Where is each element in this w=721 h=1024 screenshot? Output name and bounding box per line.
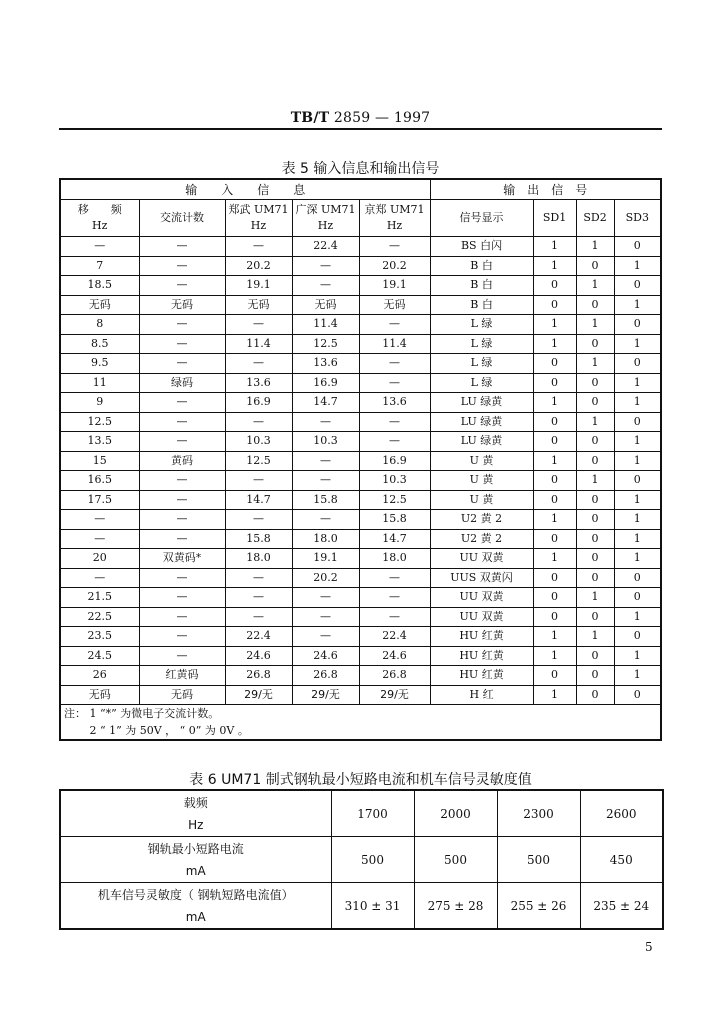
table-notes — [60, 705, 661, 741]
table-cell: — — [359, 588, 430, 608]
table-cell: LU 绿黄 — [430, 432, 533, 452]
table-cell: 0 — [614, 685, 661, 705]
table-cell: — — [225, 568, 292, 588]
table-cell: 0 — [533, 276, 576, 296]
table-cell: — — [139, 510, 225, 530]
table-cell: 0 — [576, 607, 614, 627]
table-cell: 无码 — [225, 295, 292, 315]
table-cell: 26.8 — [225, 666, 292, 686]
table-cell: HU 红黄 — [430, 627, 533, 647]
table-cell: — — [139, 334, 225, 354]
table-cell: 16.5 — [60, 471, 139, 491]
table-cell: 24.6 — [359, 646, 430, 666]
table-cell: B 白 — [430, 276, 533, 296]
table-cell: 310 ± 31 — [331, 883, 414, 930]
table-row — [60, 883, 663, 930]
table-cell: — — [359, 354, 430, 374]
table-cell: 1 — [614, 490, 661, 510]
table-cell: 275 ± 28 — [414, 883, 497, 930]
column-header: 广深 UM71 Hz — [292, 200, 359, 237]
table-row — [60, 790, 663, 837]
table-cell: 19.1 — [292, 549, 359, 569]
table-cell: 红黄码 — [139, 666, 225, 686]
table-row — [60, 412, 661, 432]
table-cell: 0 — [576, 510, 614, 530]
table-cell: 0 — [576, 334, 614, 354]
column-header: SD1 — [533, 200, 576, 237]
table-cell: 0 — [533, 354, 576, 374]
table-cell: 1 — [533, 256, 576, 276]
table-cell: 29/无 — [359, 685, 430, 705]
table-cell: — — [359, 607, 430, 627]
table-row — [60, 549, 661, 569]
table-cell: 双黄码* — [139, 549, 225, 569]
table-cell: — — [60, 568, 139, 588]
table-cell: — — [60, 529, 139, 549]
table-cell: B 白 — [430, 295, 533, 315]
table-cell: — — [225, 588, 292, 608]
table-row — [60, 666, 661, 686]
table-cell: 1 — [614, 666, 661, 686]
table-cell: 12.5 — [359, 490, 430, 510]
table-cell: — — [292, 588, 359, 608]
column-header: 郑武 UM71 Hz — [225, 200, 292, 237]
table-cell: 1 — [576, 412, 614, 432]
table-cell: — — [292, 412, 359, 432]
output-group-header: 输 出 信 号 — [430, 179, 661, 200]
table-row — [60, 529, 661, 549]
column-header: 交流计数 — [139, 200, 225, 237]
table-cell: 20 — [60, 549, 139, 569]
table-row — [60, 510, 661, 530]
table-cell: HU 红黄 — [430, 646, 533, 666]
table-cell: 13.6 — [359, 393, 430, 413]
table-cell: 1 — [614, 510, 661, 530]
table-cell: — — [359, 373, 430, 393]
table-cell: — — [292, 276, 359, 296]
table-cell: 11.4 — [292, 315, 359, 335]
table-cell: — — [60, 510, 139, 530]
notes-row — [60, 705, 661, 741]
table-cell: 22.4 — [292, 237, 359, 257]
table-cell: 0 — [614, 354, 661, 374]
table-cell: 18.5 — [60, 276, 139, 296]
table-cell: U2 黄 2 — [430, 510, 533, 530]
table-cell: 21.5 — [60, 588, 139, 608]
table-cell: 0 — [533, 490, 576, 510]
table-cell: 黄码 — [139, 451, 225, 471]
table-cell: 20.2 — [292, 568, 359, 588]
table-cell: 1 — [576, 315, 614, 335]
table-cell: 0 — [576, 666, 614, 686]
row-label: 载频 Hz — [60, 790, 331, 837]
table-row — [60, 607, 661, 627]
table-cell: 0 — [576, 256, 614, 276]
table-cell: — — [225, 471, 292, 491]
table-cell: — — [139, 412, 225, 432]
row-label: 机车信号灵敏度（ 钢轨短路电流值） mA — [60, 883, 331, 930]
table-row — [60, 451, 661, 471]
standard-prefix: TB/T — [290, 110, 330, 126]
table-cell: 26.8 — [359, 666, 430, 686]
table-row — [60, 295, 661, 315]
table-row — [60, 432, 661, 452]
table-cell: 7 — [60, 256, 139, 276]
table-row — [60, 256, 661, 276]
table-cell: 24.5 — [60, 646, 139, 666]
table-cell: 1 — [533, 393, 576, 413]
table-cell: 1 — [576, 627, 614, 647]
table-cell: — — [60, 237, 139, 257]
table-cell: 1 — [533, 334, 576, 354]
table-cell: 26.8 — [292, 666, 359, 686]
table-cell: 13.6 — [225, 373, 292, 393]
table-cell: 绿码 — [139, 373, 225, 393]
table-cell: 12.5 — [225, 451, 292, 471]
table-cell: 24.6 — [225, 646, 292, 666]
table-cell: 0 — [576, 490, 614, 510]
table-row — [60, 237, 661, 257]
table-cell: 1 — [614, 549, 661, 569]
table-row — [60, 685, 661, 705]
table-cell: — — [359, 412, 430, 432]
table-row — [60, 276, 661, 296]
table-cell: 2600 — [580, 790, 663, 837]
table-cell: 500 — [414, 837, 497, 883]
table-cell: 13.5 — [60, 432, 139, 452]
table-row — [60, 354, 661, 374]
table-cell: 0 — [614, 627, 661, 647]
table-cell: LU 绿黄 — [430, 393, 533, 413]
table-cell: L 绿 — [430, 354, 533, 374]
table-cell: — — [292, 510, 359, 530]
table-cell: 0 — [533, 568, 576, 588]
table-cell: 1 — [576, 237, 614, 257]
table-cell: 13.6 — [292, 354, 359, 374]
table-cell: 1 — [614, 646, 661, 666]
table-cell: — — [292, 627, 359, 647]
table-cell: 1 — [533, 510, 576, 530]
table-cell: — — [359, 568, 430, 588]
table-cell: LU 绿黄 — [430, 412, 533, 432]
table6-caption: 表 6 UM71 制式钢轨最小短路电流和机车信号灵敏度值 — [189, 772, 532, 788]
table-cell: 1 — [533, 315, 576, 335]
table-cell: 0 — [533, 607, 576, 627]
table-cell: 1 — [533, 685, 576, 705]
table-cell: — — [225, 315, 292, 335]
table-cell: 0 — [614, 588, 661, 608]
table-cell: 无码 — [139, 295, 225, 315]
table-cell: 9 — [60, 393, 139, 413]
table-cell: UUS 双黄闪 — [430, 568, 533, 588]
table-cell: 10.3 — [292, 432, 359, 452]
table-row — [60, 588, 661, 608]
table-row — [60, 373, 661, 393]
table-cell: — — [139, 354, 225, 374]
table-cell: HU 红黄 — [430, 666, 533, 686]
table-cell: 0 — [533, 412, 576, 432]
table-cell: 2000 — [414, 790, 497, 837]
table-row — [60, 627, 661, 647]
table-cell: 0 — [576, 568, 614, 588]
table-cell: 1 — [576, 471, 614, 491]
note-line: 2 “ 1” 为 50V ， “ 0” 为 0V 。 — [64, 724, 249, 737]
table-cell: — — [139, 588, 225, 608]
table-cell: L 绿 — [430, 373, 533, 393]
table-cell: 无码 — [359, 295, 430, 315]
table-cell: 10.3 — [225, 432, 292, 452]
table-cell: 11 — [60, 373, 139, 393]
table-row — [60, 315, 661, 335]
table-cell: — — [225, 510, 292, 530]
table6 — [59, 789, 664, 930]
table-cell: 29/无 — [292, 685, 359, 705]
table5-body — [60, 179, 661, 740]
table-row — [60, 471, 661, 491]
input-group-header: 输 入 信 息 — [60, 179, 430, 200]
column-header: SD2 — [576, 200, 614, 237]
table-cell: 1 — [614, 373, 661, 393]
table-cell: UU 双黄 — [430, 588, 533, 608]
table-cell: — — [359, 432, 430, 452]
table-cell: 450 — [580, 837, 663, 883]
table-row — [60, 334, 661, 354]
table-cell: 22.4 — [359, 627, 430, 647]
table-cell: 0 — [533, 588, 576, 608]
table-row — [60, 837, 663, 883]
table-cell: 0 — [614, 315, 661, 335]
table-cell: 15.8 — [225, 529, 292, 549]
table-cell: 0 — [533, 295, 576, 315]
table-cell: — — [139, 256, 225, 276]
table-cell: 12.5 — [292, 334, 359, 354]
table-cell: L 绿 — [430, 334, 533, 354]
table-row — [60, 490, 661, 510]
table-cell: — — [292, 607, 359, 627]
table-cell: 0 — [614, 568, 661, 588]
table-cell: 1 — [614, 529, 661, 549]
table-cell: 20.2 — [225, 256, 292, 276]
table-cell: 1 — [576, 588, 614, 608]
table-cell: 22.5 — [60, 607, 139, 627]
table-cell: U 黄 — [430, 490, 533, 510]
table-cell: 0 — [533, 432, 576, 452]
table-cell: 11.4 — [225, 334, 292, 354]
table-row — [60, 568, 661, 588]
row-label: 钢轨最小短路电流 mA — [60, 837, 331, 883]
table5 — [59, 178, 662, 741]
table-cell: 14.7 — [359, 529, 430, 549]
table-cell: 500 — [331, 837, 414, 883]
table-cell: 0 — [576, 393, 614, 413]
table-cell: 0 — [614, 412, 661, 432]
table-row — [60, 393, 661, 413]
column-header: 京郑 UM71 Hz — [359, 200, 430, 237]
table-cell: 0 — [576, 451, 614, 471]
table-cell: 无码 — [139, 685, 225, 705]
table-cell: 1 — [533, 646, 576, 666]
table-cell: — — [292, 451, 359, 471]
table-cell: H 红 — [430, 685, 533, 705]
table-cell: — — [359, 237, 430, 257]
table5-caption: 表 5 输入信息和输出信号 — [281, 161, 440, 177]
table-cell: 17.5 — [60, 490, 139, 510]
table-cell: 无码 — [60, 295, 139, 315]
table-cell: 235 ± 24 — [580, 883, 663, 930]
table-cell: U 黄 — [430, 451, 533, 471]
table-cell: 26 — [60, 666, 139, 686]
table-cell: 1 — [614, 451, 661, 471]
table-cell: 16.9 — [292, 373, 359, 393]
table-cell: — — [139, 432, 225, 452]
table-cell: 1 — [614, 432, 661, 452]
table-cell: — — [139, 568, 225, 588]
table-cell: 0 — [533, 471, 576, 491]
table-cell: 255 ± 26 — [497, 883, 580, 930]
table-cell: BS 白闪 — [430, 237, 533, 257]
table-cell: — — [139, 276, 225, 296]
table-cell: 15 — [60, 451, 139, 471]
table-cell: — — [139, 393, 225, 413]
table-cell: 1 — [533, 237, 576, 257]
table-cell: 1 — [533, 451, 576, 471]
table-cell: — — [292, 256, 359, 276]
table-cell: 15.8 — [359, 510, 430, 530]
table-cell: — — [139, 646, 225, 666]
table-cell: 1 — [614, 334, 661, 354]
table-cell: 无码 — [60, 685, 139, 705]
table-cell: 16.9 — [359, 451, 430, 471]
table-cell: 1 — [533, 549, 576, 569]
table-cell: 500 — [497, 837, 580, 883]
table-cell: 19.1 — [225, 276, 292, 296]
column-header: 信号显示 — [430, 200, 533, 237]
table-cell: U2 黄 2 — [430, 529, 533, 549]
table-cell: 0 — [614, 471, 661, 491]
table-cell: 0 — [576, 549, 614, 569]
table-cell: 18.0 — [359, 549, 430, 569]
table-cell: 29/无 — [225, 685, 292, 705]
page-number: 5 — [645, 940, 653, 954]
table-row — [60, 646, 661, 666]
table-cell: — — [139, 237, 225, 257]
table-cell: 0 — [533, 373, 576, 393]
table-cell: 8 — [60, 315, 139, 335]
table-cell: 0 — [614, 276, 661, 296]
table-cell: 10.3 — [359, 471, 430, 491]
table-cell: 1 — [614, 607, 661, 627]
column-header: 移 频 Hz — [60, 200, 139, 237]
standard-code: 2859 — 1997 — [329, 110, 431, 126]
table-cell: B 白 — [430, 256, 533, 276]
table-cell: 0 — [576, 373, 614, 393]
table-cell: 22.4 — [225, 627, 292, 647]
table-cell: U 黄 — [430, 471, 533, 491]
table-cell: 20.2 — [359, 256, 430, 276]
table-cell: — — [225, 412, 292, 432]
table-cell: 1 — [614, 256, 661, 276]
table-cell: — — [359, 315, 430, 335]
table-cell: 0 — [576, 432, 614, 452]
table-cell: 无码 — [292, 295, 359, 315]
table-cell: 14.7 — [292, 393, 359, 413]
table-cell: UU 双黄 — [430, 607, 533, 627]
table-cell: — — [225, 354, 292, 374]
table6-body — [60, 790, 663, 929]
table-cell: 0 — [533, 529, 576, 549]
table-cell: — — [139, 627, 225, 647]
table-cell: 18.0 — [225, 549, 292, 569]
table-cell: 1 — [533, 627, 576, 647]
table-cell: — — [225, 607, 292, 627]
table-cell: 0 — [576, 685, 614, 705]
table-cell: 0 — [614, 237, 661, 257]
table-cell: 14.7 — [225, 490, 292, 510]
table-cell: UU 双黄 — [430, 549, 533, 569]
table-cell: 23.5 — [60, 627, 139, 647]
header-rule — [59, 128, 662, 130]
table-cell: 9.5 — [60, 354, 139, 374]
table-cell: 0 — [533, 666, 576, 686]
table-cell: 0 — [576, 646, 614, 666]
table-cell: — — [139, 471, 225, 491]
table-cell: 11.4 — [359, 334, 430, 354]
table-cell: 1 — [614, 295, 661, 315]
column-header: SD3 — [614, 200, 661, 237]
table-cell: — — [225, 237, 292, 257]
table-cell: 18.0 — [292, 529, 359, 549]
table-cell: 1700 — [331, 790, 414, 837]
table-cell: 24.6 — [292, 646, 359, 666]
table-cell: — — [139, 607, 225, 627]
note-line: 注： 1 “*” 为微电子交流计数。 — [64, 707, 220, 720]
table-cell: 1 — [614, 393, 661, 413]
table-cell: 2300 — [497, 790, 580, 837]
table-cell: 0 — [576, 295, 614, 315]
table-cell: 16.9 — [225, 393, 292, 413]
table-cell: — — [139, 529, 225, 549]
table-cell: L 绿 — [430, 315, 533, 335]
table-cell: 12.5 — [60, 412, 139, 432]
table-cell: — — [139, 490, 225, 510]
table-cell: — — [292, 471, 359, 491]
table-cell: 0 — [576, 529, 614, 549]
page-header — [0, 110, 721, 126]
table-cell: 8.5 — [60, 334, 139, 354]
table-cell: 19.1 — [359, 276, 430, 296]
table-cell: — — [139, 315, 225, 335]
table-cell: 15.8 — [292, 490, 359, 510]
table-cell: 1 — [576, 276, 614, 296]
table-cell: 1 — [576, 354, 614, 374]
